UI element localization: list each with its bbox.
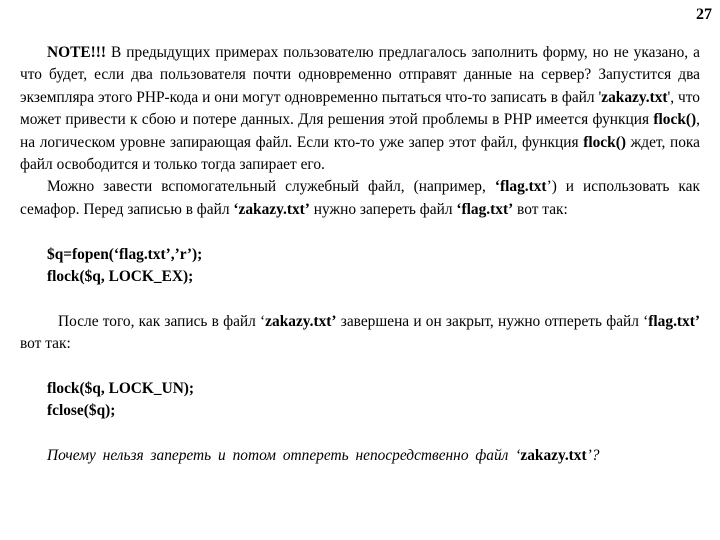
after-file-flag: flag.txt’ [648, 312, 700, 330]
question-text-1: Почему нельзя запереть и потом отпереть непосредственно файл ‘ [47, 447, 521, 465]
page-number: 27 [696, 6, 712, 23]
note-text-2: ', что может привести к сбою и потере данных. Для решения этой проблемы в PHP имеется функция [20, 88, 700, 129]
note-text-4: ждет, пока файл освободится и только тогда запирает его. [20, 133, 700, 174]
code-flock-ex-line: flock($q, LOCK_EX); [47, 268, 194, 286]
note-file-zakazy: zakazy.txt [601, 88, 668, 106]
semaphore-text-2: ’) и использовать как семафор. Перед записью в файл [20, 178, 700, 218]
semaphore-file-zakazy: ‘zakazy.txt’ [233, 200, 310, 218]
after-paragraph [20, 311, 700, 356]
spacer [20, 423, 700, 445]
semaphore-text-4: вот так: [513, 200, 568, 218]
spacer [20, 288, 700, 310]
note-text-3: , на логическом уровне запирающая файл. Если кто-то уже запер этот файл, функция [20, 111, 700, 151]
spacer [20, 356, 700, 378]
after-text-2: завершена и он закрыт, нужно отпереть файл ‘ [336, 312, 649, 330]
note-text-1: В предыдущих примерах пользователю предлагалось заполнить форму, но не указано, а что будет, если два пользователя почти одновременно отправят данные на сервер? Запустится два экземпляра этого PHP-кода и они могут одновременно пытаться что-то записать в файл ' [20, 44, 700, 106]
question-file-zakazy: zakazy.txt [520, 447, 587, 465]
after-file-zakazy: zakazy.txt’ [265, 312, 337, 330]
note-paragraph [20, 42, 700, 176]
semaphore-text-1: Можно завести вспомогательный служебный файл, (например, [47, 178, 495, 196]
code-fclose-line: fclose($q); [47, 402, 116, 420]
code-flock-un-line: flock($q, LOCK_UN); [47, 380, 195, 398]
semaphore-text-3: нужно запереть файл [309, 200, 457, 218]
spacer [20, 221, 700, 243]
semaphore-file-flag-2: ‘flag.txt’ [456, 200, 514, 218]
semaphore-file-flag-1: ‘flag.txt [494, 178, 547, 196]
semaphore-paragraph [20, 176, 700, 221]
after-text-1: После того, как запись в файл ‘ [58, 312, 266, 330]
code-fopen-line: $q=fopen(‘flag.txt’,’r’); [47, 245, 203, 263]
note-func-flock-2: flock() [583, 133, 626, 151]
question-text-2: ’? [586, 447, 600, 465]
note-label: NOTE!!! [47, 44, 106, 61]
page-content [20, 42, 700, 468]
note-func-flock-1: flock() [653, 111, 697, 129]
question-paragraph [20, 445, 700, 467]
after-text-3: вот так: [20, 335, 71, 353]
